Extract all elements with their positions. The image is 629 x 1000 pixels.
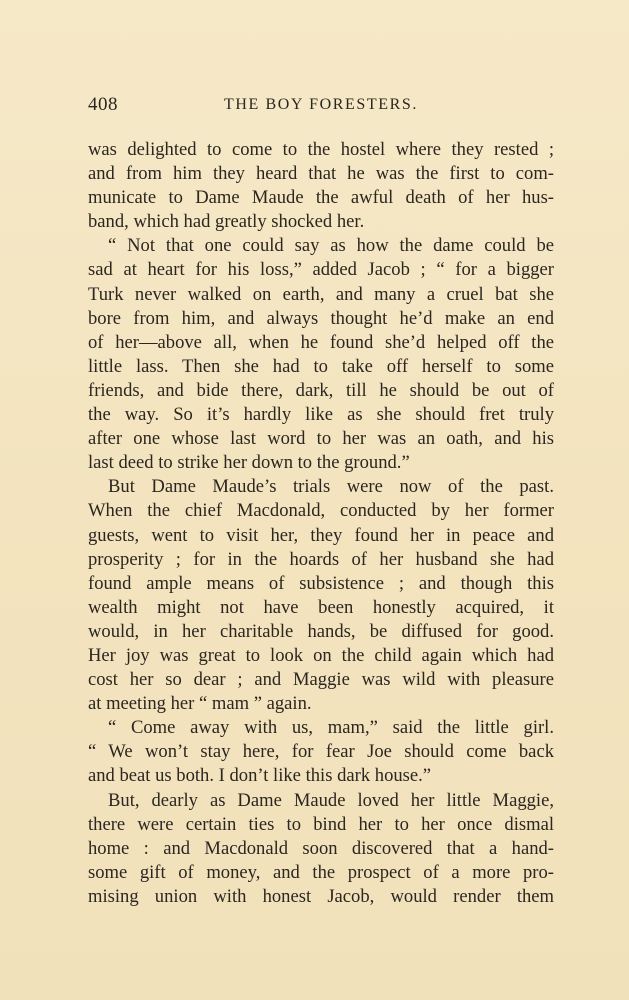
- text-line: “ We won’t stay here, for fear Joe should come back: [88, 741, 554, 763]
- text-line: bore from him, and always thought he’d make an end: [88, 307, 554, 329]
- text-line: prosperity ; for in the hoards of her husband she had: [88, 548, 554, 570]
- text-line: band, which had greatly shocked her.: [88, 211, 365, 233]
- text-line: of her—above all, when he found she’d helped off the: [88, 331, 554, 353]
- running-title: THE BOY FORESTERS.: [223, 96, 418, 113]
- text-line: there were certain ties to bind her to her once dismal: [88, 813, 554, 835]
- page-number: 408: [88, 94, 118, 115]
- text-line: and from him they heard that he was the first to com-: [88, 163, 554, 185]
- text-line: last deed to strike her down to the ground.”: [88, 452, 410, 474]
- text-line: “ Come away with us, mam,” said the little girl.: [108, 717, 554, 739]
- text-line: some gift of money, and the prospect of a more pro-: [88, 861, 554, 883]
- text-line: municate to Dame Maude the awful death of her hus-: [88, 187, 554, 209]
- text-line: at meeting her “ mam ” again.: [88, 693, 312, 715]
- text-line: But, dearly as Dame Maude loved her little Maggie,: [108, 789, 554, 811]
- text-line: wealth might not have been honestly acquired, it: [88, 596, 554, 618]
- text-line: guests, went to visit her, they found her in peace and: [88, 524, 554, 546]
- page-header: [88, 94, 554, 124]
- text-line: after one whose last word to her was an oath, and his: [88, 428, 554, 450]
- text-line: Her joy was great to look on the child again which had: [88, 644, 554, 666]
- body-text: [88, 138, 554, 909]
- text-line: sad at heart for his loss,” added Jacob ; “ for a bigger: [88, 259, 554, 281]
- text-line: mising union with honest Jacob, would render them: [88, 885, 554, 907]
- text-line: friends, and bide there, dark, till he should be out of: [88, 379, 554, 401]
- text-line: But Dame Maude’s trials were now of the past.: [108, 476, 554, 498]
- text-line: When the chief Macdonald, conducted by her former: [88, 500, 554, 522]
- text-line: little lass. Then she had to take off herself to some: [88, 355, 554, 377]
- text-line: and beat us both. I don’t like this dark house.”: [88, 765, 432, 787]
- text-line: Turk never walked on earth, and many a cruel bat she: [88, 283, 554, 305]
- text-line: the way. So it’s hardly like as she should fret truly: [88, 404, 554, 426]
- text-line: found ample means of subsistence ; and though this: [88, 572, 554, 594]
- text-line: was delighted to come to the hostel where they rested ;: [88, 139, 554, 160]
- text-line: cost her so dear ; and Maggie was wild with pleasure: [88, 669, 554, 691]
- text-line: “ Not that one could say as how the dame could be: [108, 235, 554, 257]
- text-line: would, in her charitable hands, be diffused for good.: [88, 620, 554, 642]
- text-line: home : and Macdonald soon discovered that a hand-: [88, 837, 554, 859]
